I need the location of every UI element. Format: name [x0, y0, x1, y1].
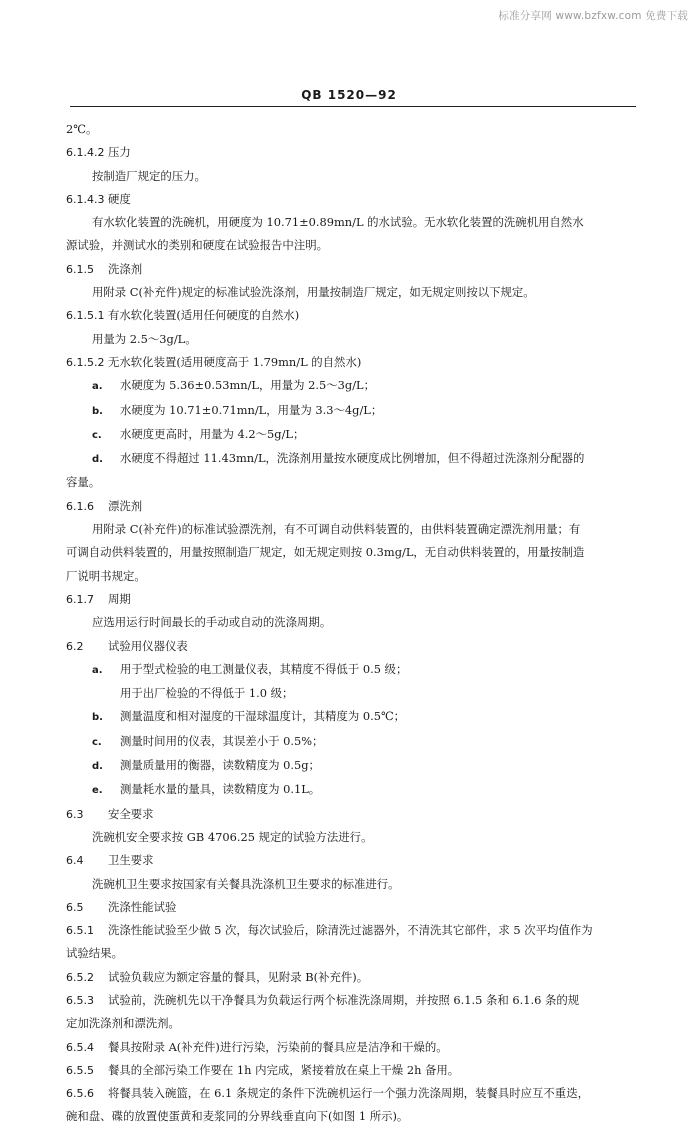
clause-number: 6.5.1	[66, 924, 94, 938]
line-text: 碗和盘、碟的放置使蛋黄和麦浆同的分界线垂直向下(如图 1 所示)。	[66, 1109, 409, 1124]
text-line	[66, 896, 636, 919]
clause-number: b.	[92, 405, 103, 417]
document-body	[66, 118, 636, 1129]
line-text: 卫生要求	[108, 853, 154, 868]
line-text: 试验结果。	[66, 946, 123, 961]
text-line	[66, 942, 636, 965]
text-line	[66, 611, 636, 634]
text-line	[66, 118, 636, 141]
clause-number: 6.1.5.2	[66, 355, 105, 369]
clause-number: a.	[92, 381, 103, 393]
line-text: 用附录 C(补充件)规定的标准试验洗涤剂，用量按制造厂规定，如无规定则按以下规定。	[92, 285, 535, 300]
line-text: 测量质量用的衡器，读数精度为 0.5g；	[120, 758, 320, 773]
clause-number: 6.1.7	[66, 592, 94, 606]
line-text: 试验负载应为额定容量的餐具，见附录 B(补充件)。	[108, 969, 369, 984]
text-line	[66, 1059, 636, 1082]
text-line	[66, 141, 636, 164]
text-line	[66, 989, 636, 1012]
text-line	[66, 1105, 636, 1128]
line-text: 漂洗剂	[108, 498, 143, 513]
text-line	[66, 211, 636, 234]
clause-number: 6.5.2	[66, 970, 94, 984]
line-text: 餐具按附录 A(补充件)进行污染，污染前的餐具应是洁净和干燥的。	[108, 1039, 448, 1054]
line-text: 洗涤性能试验至少做 5 次，每次试验后，除清洗过滤器外，不清洗其它部件，求 5 次平均值作为	[108, 923, 593, 938]
clause-number: 6.5.5	[66, 1063, 94, 1077]
text-line	[66, 304, 636, 327]
text-line	[66, 281, 636, 304]
clause-number: b.	[92, 712, 103, 724]
text-line	[66, 705, 636, 729]
clause-number: 6.5	[66, 900, 84, 914]
line-text: 洗涤性能试验	[108, 899, 177, 914]
line-text: 用量为 2.5～3g/L。	[92, 331, 197, 346]
text-line	[66, 565, 636, 588]
watermark: 标准分享网 www.bzfxw.com 免费下载	[498, 10, 688, 22]
text-line	[66, 165, 636, 188]
text-line	[66, 754, 636, 778]
line-text: 源试验，并测试水的类别和硬度在试验报告中注明。	[66, 238, 328, 253]
text-line	[66, 849, 636, 872]
line-text: 用于型式检验的电工测量仪表，其精度不得低于 0.5 级；	[120, 661, 408, 676]
text-line	[66, 588, 636, 611]
line-text: 有水软化装置(适用任何硬度的自然水)	[108, 308, 300, 323]
text-line	[66, 374, 636, 398]
text-line	[66, 471, 636, 494]
line-text: 将餐具装入碗篮，在 6.1 条规定的条件下洗碗机运行一个强力洗涤周期，装餐具时应互不重迭，	[108, 1086, 589, 1101]
clause-number: 6.1.5.1	[66, 309, 105, 323]
line-text: 有水软化装置的洗碗机，用硬度为 10.71±0.89mn/L 的水试验。无水软化装置的洗碗机用自然水	[92, 215, 584, 230]
text-line	[66, 258, 636, 281]
text-line	[66, 188, 636, 211]
text-line	[66, 730, 636, 754]
clause-number: 6.2	[66, 639, 84, 653]
line-text: 周期	[108, 591, 131, 606]
text-line	[66, 518, 636, 541]
text-line	[66, 682, 636, 705]
text-line	[66, 919, 636, 942]
clause-number: a.	[92, 664, 103, 676]
line-text: 测量耗水量的量具，读数精度为 0.1L。	[120, 782, 321, 797]
line-text: 试验用仪器仪表	[108, 638, 188, 653]
text-line	[66, 826, 636, 849]
clause-number: 6.5.4	[66, 1040, 94, 1054]
text-line	[66, 778, 636, 802]
line-text: 试验前，洗碗机先以干净餐具为负载运行两个标准洗涤周期，并按照 6.1.5 条和 6.1.6 条的规	[108, 992, 580, 1007]
line-text: 水硬度为 5.36±0.53mn/L，用量为 2.5～3g/L；	[120, 378, 376, 393]
text-line	[66, 541, 636, 564]
line-text: 压力	[108, 145, 131, 160]
line-text: 水硬度不得超过 11.43mn/L，洗涤剂用量按水硬度成比例增加，但不得超过洗涤剂分配器的	[120, 451, 585, 466]
line-text: 无水软化装置(适用硬度高于 1.79mn/L 的自然水)	[108, 354, 362, 369]
line-text: 水硬度更高时，用量为 4.2～5g/L；	[120, 426, 305, 441]
line-text: 应选用运行时间最长的手动或自动的洗涤周期。	[92, 615, 332, 630]
clause-number: 6.4	[66, 854, 84, 868]
text-line	[66, 234, 636, 257]
clause-number: 6.1.4.2	[66, 146, 105, 160]
clause-number: c.	[92, 429, 102, 441]
text-line	[66, 447, 636, 471]
clause-number: d.	[92, 761, 103, 773]
line-text: 容量。	[66, 475, 101, 490]
text-line	[66, 873, 636, 896]
line-text: 硬度	[108, 191, 131, 206]
clause-number: e.	[92, 785, 103, 797]
clause-number: 6.1.6	[66, 499, 94, 513]
clause-number: 6.1.5	[66, 262, 94, 276]
line-text: 可调自动供料装置的，用量按照制造厂规定，如无规定则按 0.3mg/L，无自动供料装置的，用量按制造	[66, 545, 585, 560]
text-line	[66, 803, 636, 826]
text-line	[66, 1036, 636, 1059]
text-line	[66, 423, 636, 447]
header-rule	[70, 106, 636, 107]
text-line	[66, 351, 636, 374]
text-line	[66, 399, 636, 423]
line-text: 2℃。	[66, 122, 98, 136]
text-line	[66, 635, 636, 658]
line-text: 安全要求	[108, 806, 154, 821]
clause-number: d.	[92, 454, 103, 466]
line-text: 洗碗机安全要求按 GB 4706.25 规定的试验方法进行。	[92, 829, 373, 844]
line-text: 用附录 C(补充件)的标准试验漂洗剂，有不可调自动供料装置的，由供料装置确定漂洗剂用量；有	[92, 522, 581, 537]
text-line	[66, 1082, 636, 1105]
line-text: 餐具的全部污染工作要在 1h 内完成，紧接着放在桌上干燥 2h 备用。	[108, 1062, 460, 1077]
clause-number: 6.5.6	[66, 1087, 94, 1101]
text-line	[66, 966, 636, 989]
clause-number: 6.1.4.3	[66, 192, 105, 206]
line-text: 用于出厂检验的不得低于 1.0 级；	[120, 686, 294, 701]
clause-number: c.	[92, 736, 102, 748]
clause-number: 6.5.3	[66, 993, 94, 1007]
line-text: 洗碗机卫生要求按国家有关餐具洗涤机卫生要求的标准进行。	[92, 876, 400, 891]
standard-header: QB 1520—92	[301, 88, 397, 102]
text-line	[66, 495, 636, 518]
line-text: 厂说明书规定。	[66, 568, 146, 583]
line-text: 洗涤剂	[108, 261, 143, 276]
line-text: 测量时间用的仪表，其误差小于 0.5%；	[120, 733, 324, 748]
clause-number: 6.3	[66, 807, 84, 821]
line-text: 水硬度为 10.71±0.71mn/L，用量为 3.3～4g/L；	[120, 402, 383, 417]
line-text: 按制造厂规定的压力。	[92, 168, 206, 183]
line-text: 定加洗涤剂和漂洗剂。	[66, 1016, 180, 1031]
line-text: 测量温度和相对湿度的干湿球温度计，其精度为 0.5℃；	[120, 709, 406, 724]
text-line	[66, 328, 636, 351]
text-line	[66, 658, 636, 682]
